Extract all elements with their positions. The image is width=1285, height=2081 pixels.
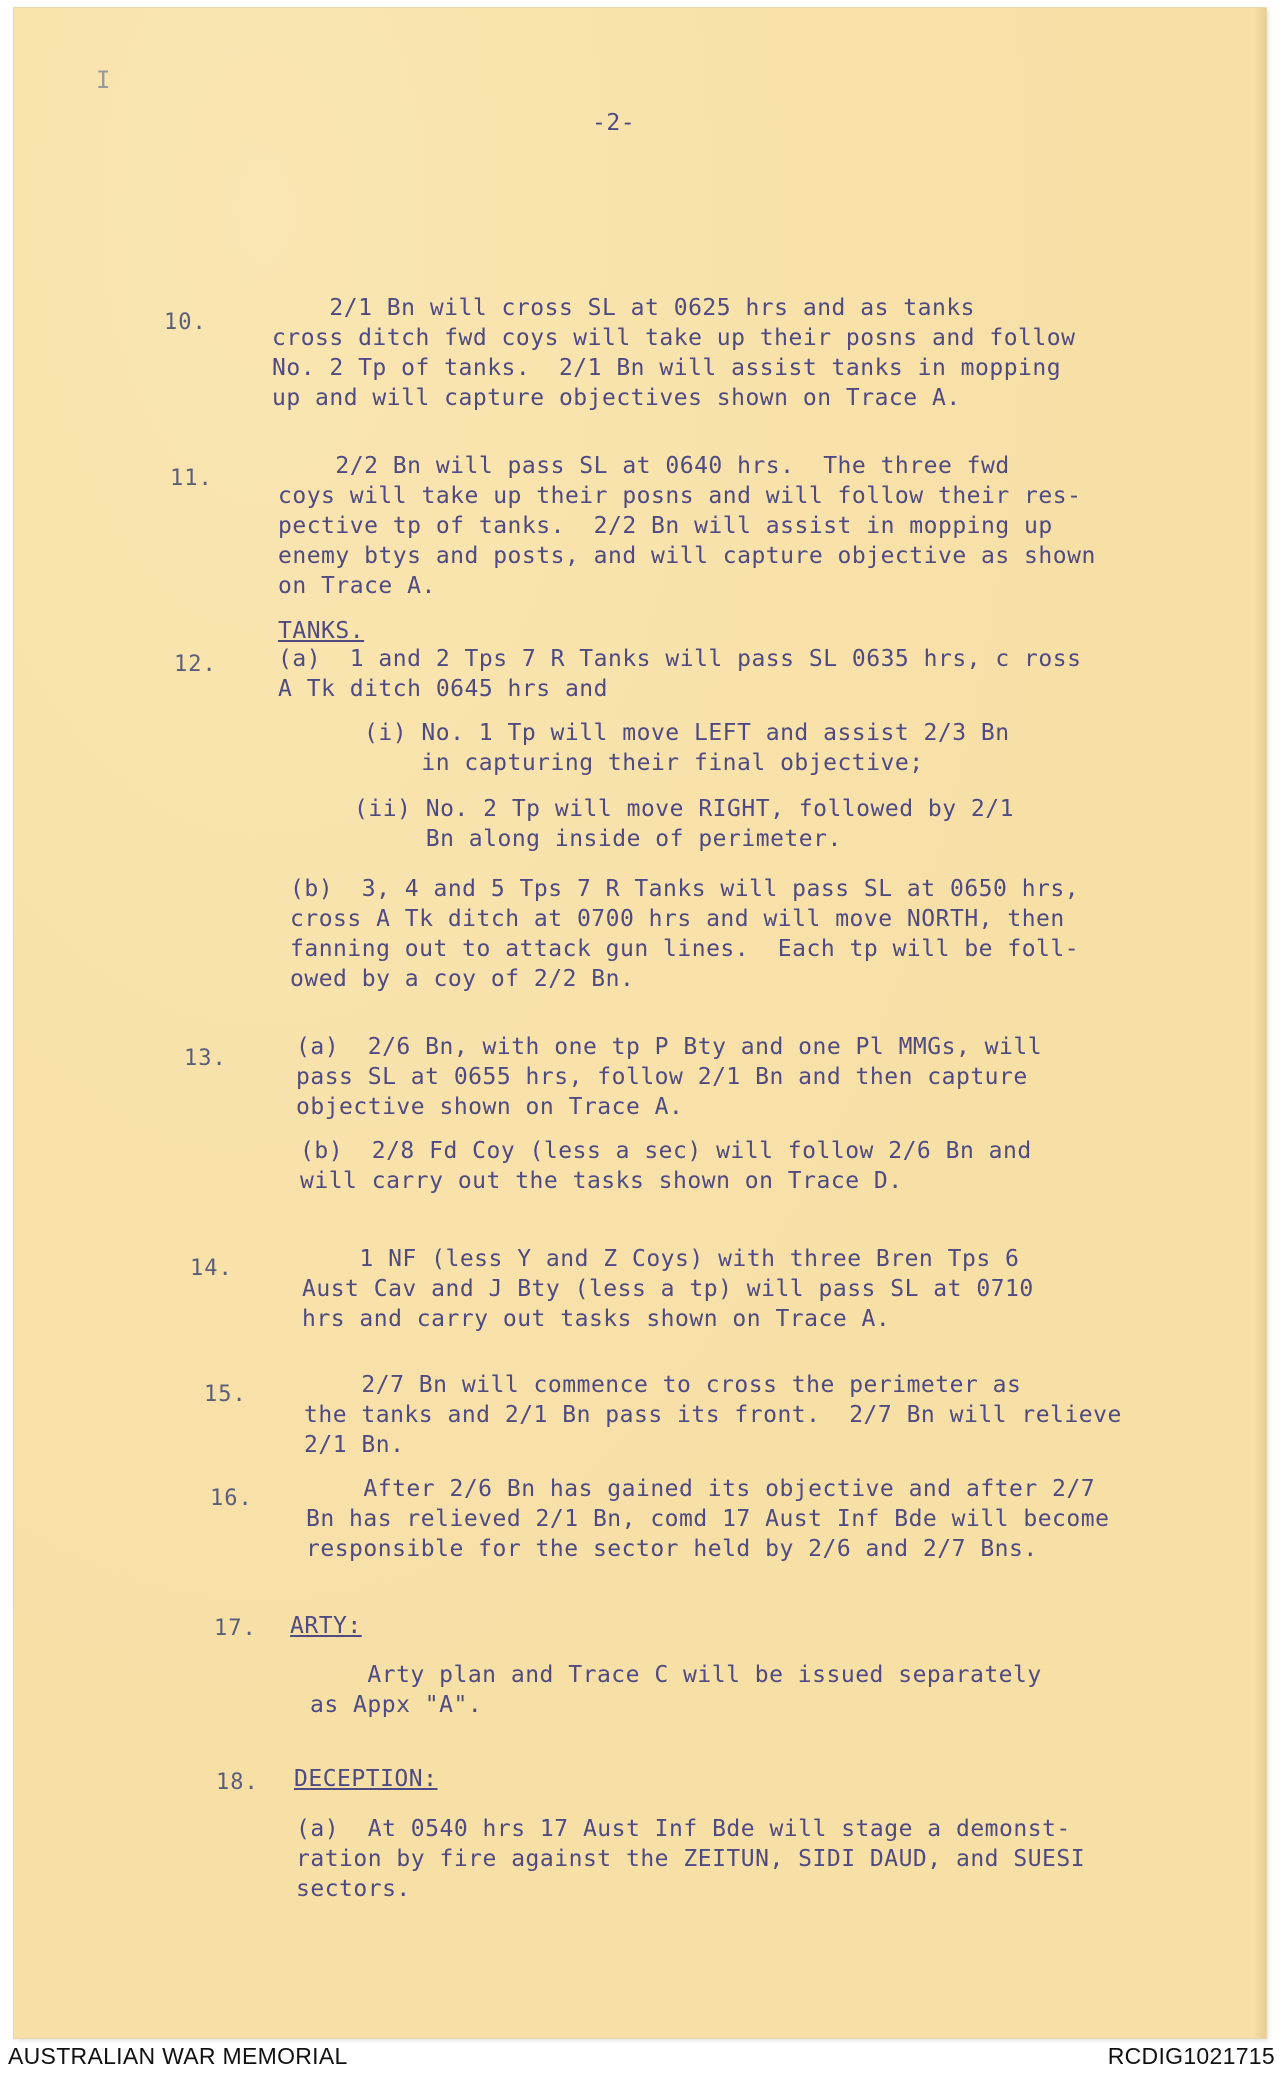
para-10-line: cross ditch fwd coys will take up their posns and follow <box>272 325 1076 351</box>
para-18-heading: DECEPTION: <box>294 1766 438 1792</box>
para-10-line: 2/1 Bn will cross SL at 0625 hrs and as tanks <box>272 295 976 321</box>
para-13-a-line: pass SL at 0655 hrs, follow 2/1 Bn and then capture <box>296 1064 1028 1090</box>
para-11-line: pective tp of tanks. 2/2 Bn will assist in mopping up <box>278 513 1053 539</box>
para-15-number: 15. <box>204 1382 247 1407</box>
para-12-b-line: owed by a coy of 2/2 Bn. <box>290 966 635 992</box>
para-18-line: sectors. <box>296 1876 411 1902</box>
para-13-a-line: (a) 2/6 Bn, with one tp P Bty and one Pl MMGs, will <box>296 1034 1043 1060</box>
para-15-line: the tanks and 2/1 Bn pass its front. 2/7 Bn will relieve <box>304 1402 1122 1428</box>
footer-source-label: AUSTRALIAN WAR MEMORIAL <box>8 2043 348 2069</box>
para-14-number: 14. <box>190 1256 233 1281</box>
para-12-number: 12. <box>174 652 217 677</box>
para-16-line: Bn has relieved 2/1 Bn, comd 17 Aust Inf Bde will become <box>306 1506 1110 1532</box>
para-12-i-line: in capturing their final objective; <box>364 750 924 776</box>
para-17-line: Arty plan and Trace C will be issued separately <box>310 1662 1042 1688</box>
para-14-line: hrs and carry out tasks shown on Trace A. <box>302 1306 891 1332</box>
para-12-ii-line: (ii) No. 2 Tp will move RIGHT, followed by 2/1 <box>354 796 1014 822</box>
para-12-ii-line: Bn along inside of perimeter. <box>354 826 842 852</box>
para-14-line: Aust Cav and J Bty (less a tp) will pass SL at 0710 <box>302 1276 1034 1302</box>
para-12-b-line: cross A Tk ditch at 0700 hrs and will move NORTH, then <box>290 906 1065 932</box>
para-18-line: ration by fire against the ZEITUN, SIDI DAUD, and SUESI <box>296 1846 1086 1872</box>
para-16-line: After 2/6 Bn has gained its objective and after 2/7 <box>306 1476 1096 1502</box>
document-page <box>14 8 1266 2038</box>
margin-mark: I <box>96 66 111 94</box>
footer-record-id: RCDIG1021715 <box>1107 2043 1275 2069</box>
para-12-i-line: (i) No. 1 Tp will move LEFT and assist 2/3 Bn <box>364 720 1010 746</box>
para-13-a-line: objective shown on Trace A. <box>296 1094 684 1120</box>
para-17-heading: ARTY: <box>290 1613 362 1639</box>
para-12-b-line: fanning out to attack gun lines. Each tp will be foll- <box>290 936 1080 962</box>
para-11-number: 11. <box>170 466 213 491</box>
para-12-a-line: (a) 1 and 2 Tps 7 R Tanks will pass SL 0635 hrs, c ross <box>278 646 1082 672</box>
para-16-number: 16. <box>210 1486 253 1511</box>
para-17-number: 17. <box>214 1616 257 1641</box>
para-11-line: 2/2 Bn will pass SL at 0640 hrs. The three fwd <box>278 453 1010 479</box>
para-18-line: (a) At 0540 hrs 17 Aust Inf Bde will stage a demonst- <box>296 1816 1071 1842</box>
para-10-line: No. 2 Tp of tanks. 2/1 Bn will assist tanks in mopping <box>272 355 1062 381</box>
para-13-b-line: will carry out the tasks shown on Trace D. <box>300 1168 903 1194</box>
para-11-line: on Trace A. <box>278 573 436 599</box>
para-11-line: coys will take up their posns and will follow their res- <box>278 483 1082 509</box>
para-17-line: as Appx "A". <box>310 1692 483 1718</box>
para-11-line: enemy btys and posts, and will capture objective as shown <box>278 543 1096 569</box>
para-15-line: 2/7 Bn will commence to cross the perimeter as <box>304 1372 1022 1398</box>
para-10-line: up and will capture objectives shown on Trace A. <box>272 385 961 411</box>
para-10-number: 10. <box>164 310 207 335</box>
para-12-heading: TANKS. <box>278 618 365 644</box>
para-14-line: 1 NF (less Y and Z Coys) with three Bren Tps 6 <box>302 1246 1020 1272</box>
para-12-a-line: A Tk ditch 0645 hrs and <box>278 676 608 702</box>
para-13-b-line: (b) 2/8 Fd Coy (less a sec) will follow 2/6 Bn and <box>300 1138 1032 1164</box>
para-18-number: 18. <box>216 1770 259 1795</box>
para-12-b-line: (b) 3, 4 and 5 Tps 7 R Tanks will pass SL at 0650 hrs, <box>290 876 1080 902</box>
para-13-number: 13. <box>184 1046 227 1071</box>
page-number: -2- <box>592 110 636 136</box>
para-16-line: responsible for the sector held by 2/6 and 2/7 Bns. <box>306 1536 1038 1562</box>
para-15-line: 2/1 Bn. <box>304 1432 405 1458</box>
